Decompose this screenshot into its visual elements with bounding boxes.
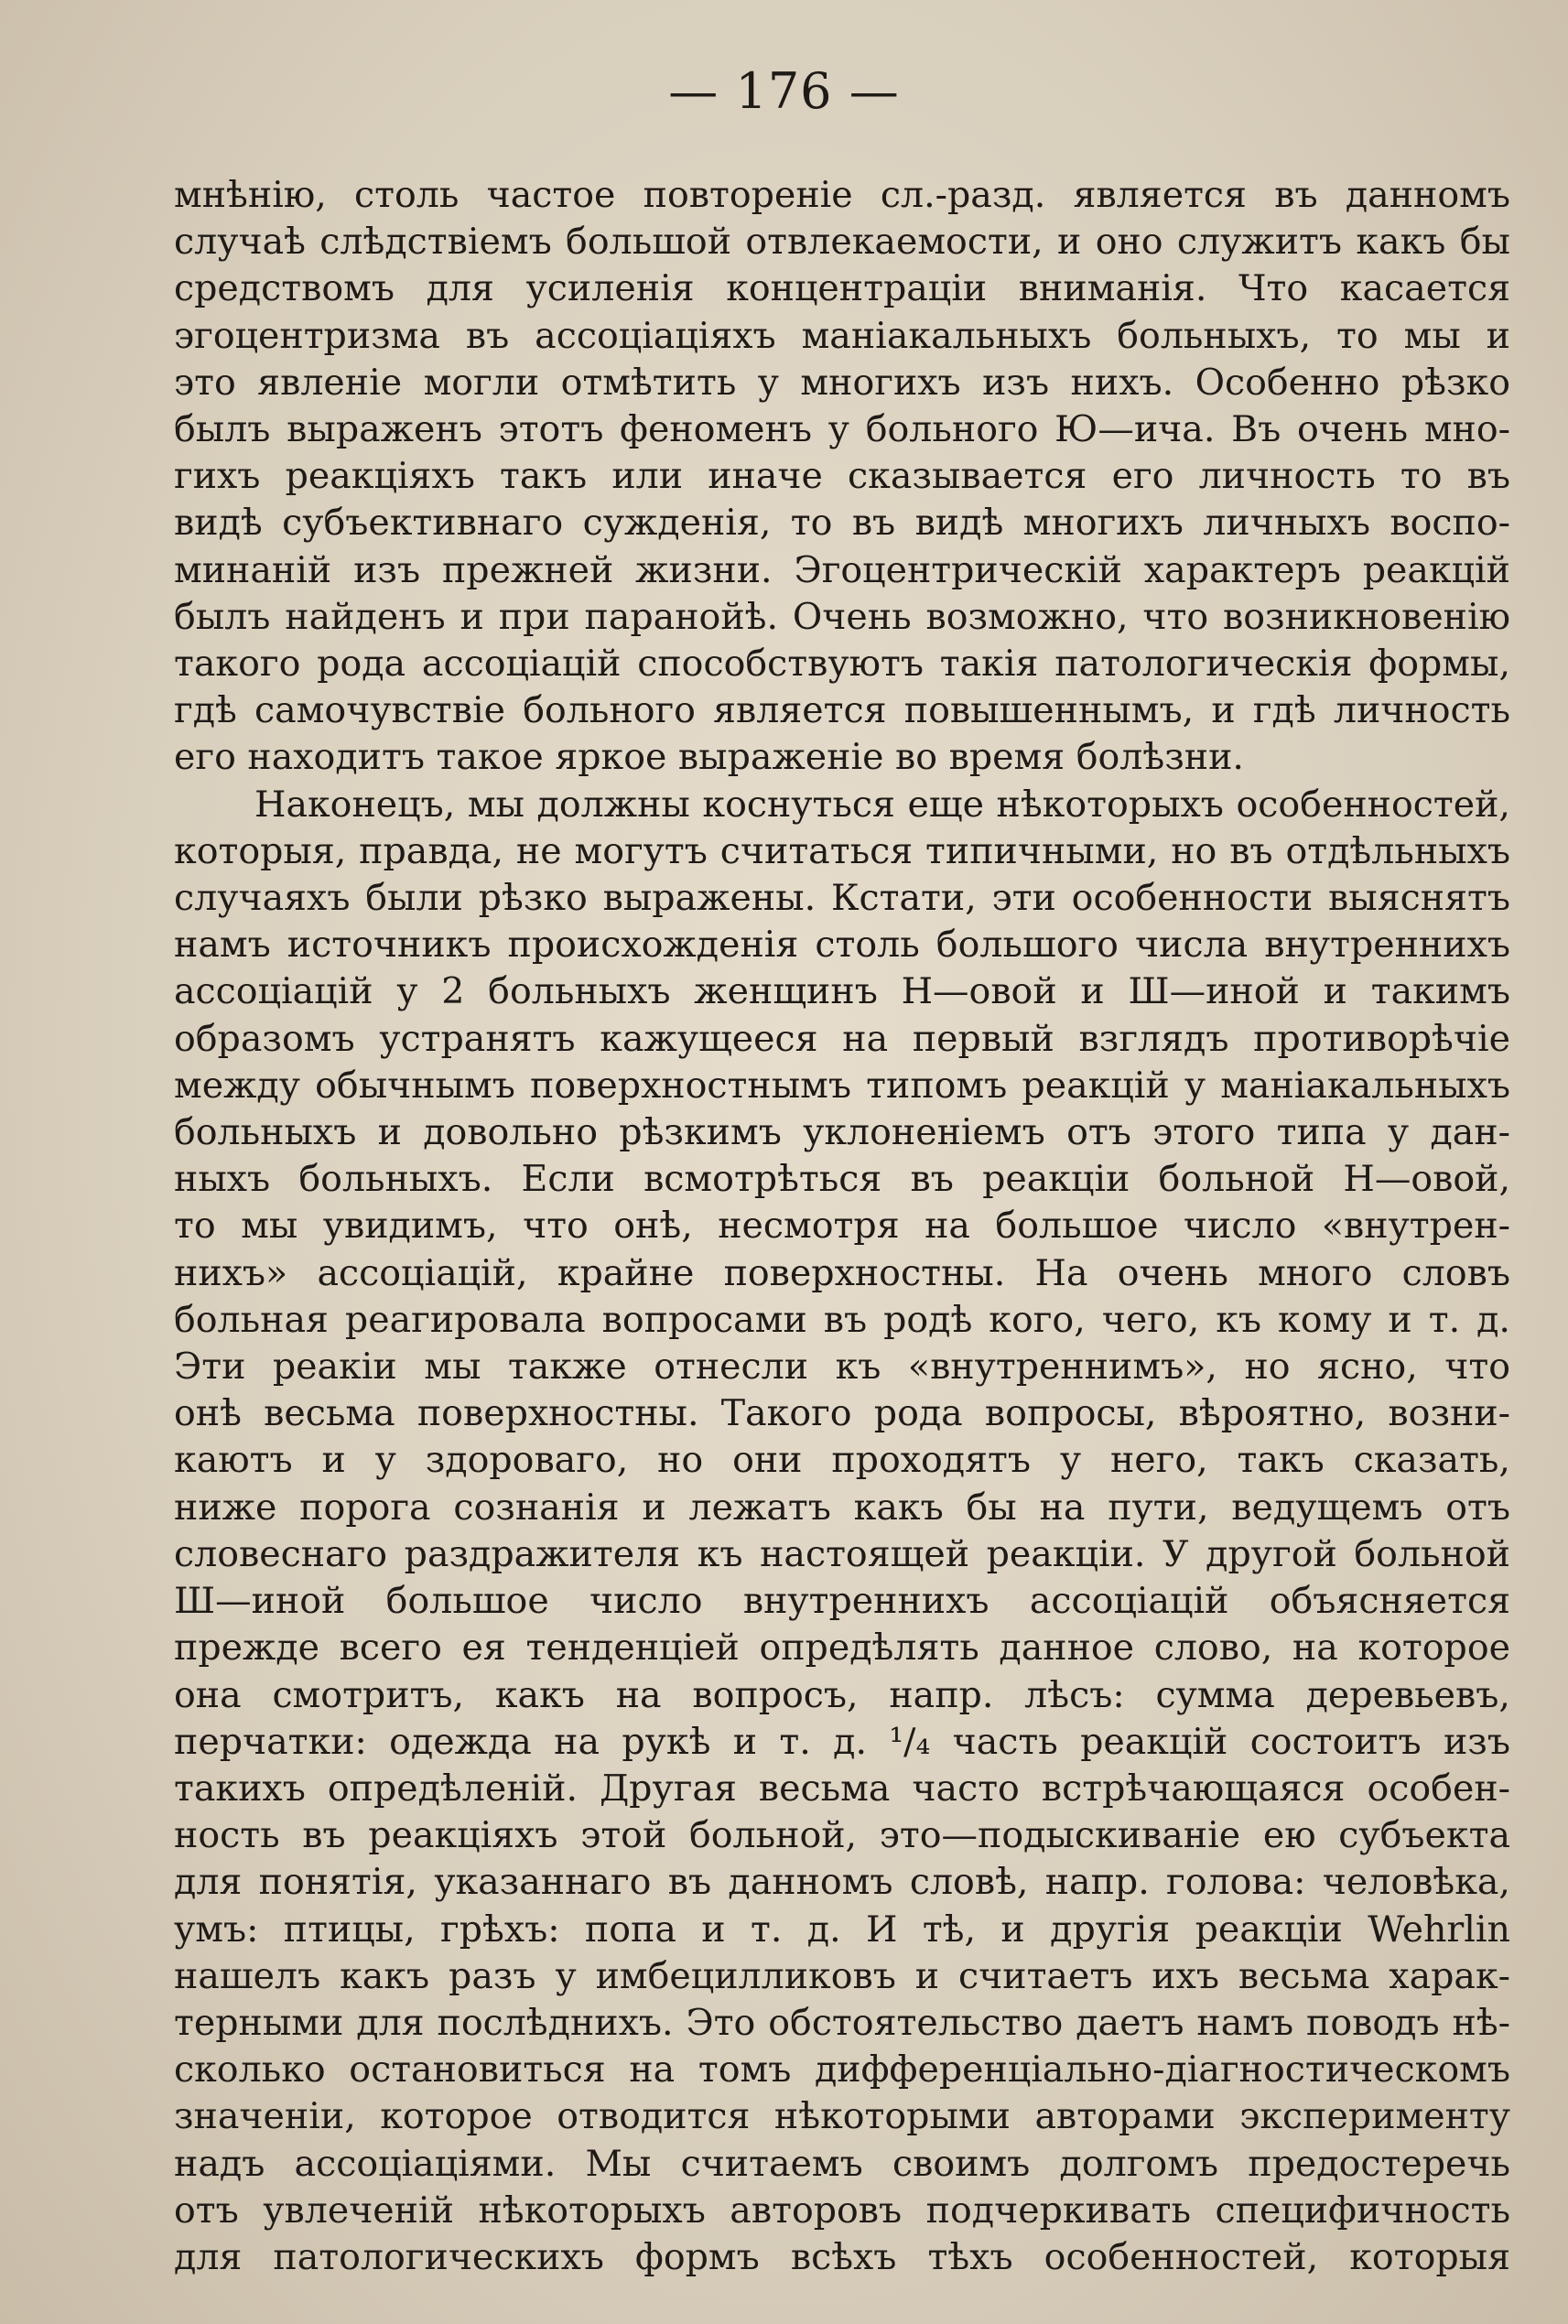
text-line: образомъ устранятъ кажущееся на первый взглядъ противорѣчіе bbox=[174, 1017, 1510, 1060]
text-line: нашелъ какъ разъ у имбецилликовъ и считаетъ ихъ весьма харак- bbox=[174, 1954, 1510, 1997]
text-line: отъ увлеченій нѣкоторыхъ авторовъ подчеркивать специфичность bbox=[174, 2189, 1510, 2232]
text-line: умъ: птицы, грѣхъ: попа и т. д. И тѣ, и другія реакціи Wehrlin bbox=[174, 1908, 1510, 1951]
text-line: Эти реакіи мы также отнесли къ «внутреннимъ», но ясно, что bbox=[174, 1346, 1510, 1389]
text-line: Ш—иной большое число внутреннихъ ассоціацій объясняется bbox=[174, 1580, 1510, 1623]
text-line: значеніи, которое отводится нѣкоторыми авторами эксперименту bbox=[174, 2095, 1510, 2138]
text-line: намъ источникъ происхожденія столь большого числа внутреннихъ bbox=[174, 924, 1510, 967]
page-number: — 176 — bbox=[668, 62, 900, 120]
text-line: нихъ» ассоціацій, крайне поверхностны. На очень много словъ bbox=[174, 1251, 1510, 1294]
text-line: между обычнымъ поверхностнымъ типомъ реакцій у маніакальныхъ bbox=[174, 1064, 1510, 1107]
text-line: для понятія, указаннаго въ данномъ словѣ, напр. голова: человѣка, bbox=[174, 1861, 1510, 1904]
text-line: она смотритъ, какъ на вопросъ, напр. лѣсъ: сумма деревьевъ, bbox=[174, 1673, 1510, 1716]
text-line: случаѣ слѣдствіемъ большой отвлекаемости, и оно служитъ какъ бы bbox=[174, 221, 1510, 264]
text-line: минаній изъ прежней жизни. Эгоцентрическій характеръ реакцій bbox=[174, 548, 1510, 591]
text-line: больныхъ и довольно рѣзкимъ уклоненіемъ отъ этого типа у дан- bbox=[174, 1111, 1510, 1154]
text-line: каютъ и у здороваго, но они проходятъ у него, такъ сказать, bbox=[174, 1439, 1510, 1482]
text-line: прежде всего ея тенденціей опредѣлять данное слово, на которое bbox=[174, 1627, 1510, 1670]
text-line: для патологическихъ формъ всѣхъ тѣхъ особенностей, которыя bbox=[174, 2235, 1510, 2278]
body-text bbox=[174, 172, 1510, 2281]
text-line: такихъ опредѣленій. Другая весьма часто встрѣчающаяся особен- bbox=[174, 1767, 1510, 1810]
text-line: былъ найденъ и при паранойѣ. Очень возможно, что возникновенію bbox=[174, 595, 1510, 638]
text-line: гдѣ самочувствіе больного является повышеннымъ, и гдѣ личность bbox=[174, 689, 1510, 732]
text-line: словеснаго раздражителя къ настоящей реакціи. У другой больной bbox=[174, 1532, 1510, 1575]
text-line: это явленіе могли отмѣтить у многихъ изъ нихъ. Особенно рѣзко bbox=[174, 361, 1510, 404]
text-line: средствомъ для усиленія концентраціи вниманія. Что касается bbox=[174, 267, 1510, 310]
text-line: надъ ассоціаціями. Мы считаемъ своимъ долгомъ предостеречь bbox=[174, 2142, 1510, 2185]
text-line: то мы увидимъ, что онѣ, несмотря на большое число «внутрен- bbox=[174, 1205, 1510, 1248]
text-line: сколько остановиться на томъ дифференціально-діагностическомъ bbox=[174, 2048, 1510, 2092]
paragraph-2 bbox=[174, 782, 1510, 2282]
text-line: случаяхъ были рѣзко выражены. Кстати, эти особенности выяснятъ bbox=[174, 877, 1510, 920]
text-line: онѣ весьма поверхностны. Такого рода вопросы, вѣроятно, возни- bbox=[174, 1392, 1510, 1435]
text-line: мнѣнію, столь частое повтореніе сл.-разд. является въ данномъ bbox=[174, 174, 1510, 216]
text-line: былъ выраженъ этотъ феноменъ у больного Ю—ича. Въ очень мно- bbox=[174, 408, 1510, 451]
text-line: гихъ реакціяхъ такъ или иначе сказывается его личность то въ bbox=[174, 455, 1510, 498]
text-line: перчатки: одежда на рукѣ и т. д. ¹/₄ часть реакцій состоитъ изъ bbox=[174, 1720, 1510, 1763]
text-line: ниже порога сознанія и лежатъ какъ бы на пути, ведущемъ отъ bbox=[174, 1486, 1510, 1529]
text-line: которыя, правда, не могутъ считаться типичными, но въ отдѣльныхъ bbox=[174, 829, 1510, 872]
paragraph-1 bbox=[174, 172, 1510, 782]
text-line: ность въ реакціяхъ этой больной, это—подыскиваніе ею субъекта bbox=[174, 1814, 1510, 1857]
text-line: ассоціацій у 2 больныхъ женщинъ Н—овой и Ш—иной и такимъ bbox=[174, 970, 1510, 1013]
text-line: больная реагировала вопросами въ родѣ кого, чего, къ кому и т. д. bbox=[174, 1298, 1510, 1341]
text-line: эгоцентризма въ ассоціаціяхъ маніакальныхъ больныхъ, то мы и bbox=[174, 314, 1510, 357]
text-line: его находитъ такое яркое выраженіе во время болѣзни. bbox=[174, 736, 1244, 779]
text-line: терными для послѣднихъ. Это обстоятельство даетъ намъ поводъ нѣ- bbox=[174, 2001, 1510, 2044]
text-line: такого рода ассоціацій способствуютъ такія патологическія формы, bbox=[174, 643, 1510, 686]
text-line: Наконецъ, мы должны коснуться еще нѣкоторыхъ особенностей, bbox=[254, 783, 1510, 826]
text-line: видѣ субъективнаго сужденія, то въ видѣ многихъ личныхъ воспо- bbox=[174, 502, 1510, 545]
text-line: ныхъ больныхъ. Если всмотрѣться въ реакціи больной Н—овой, bbox=[174, 1158, 1510, 1201]
